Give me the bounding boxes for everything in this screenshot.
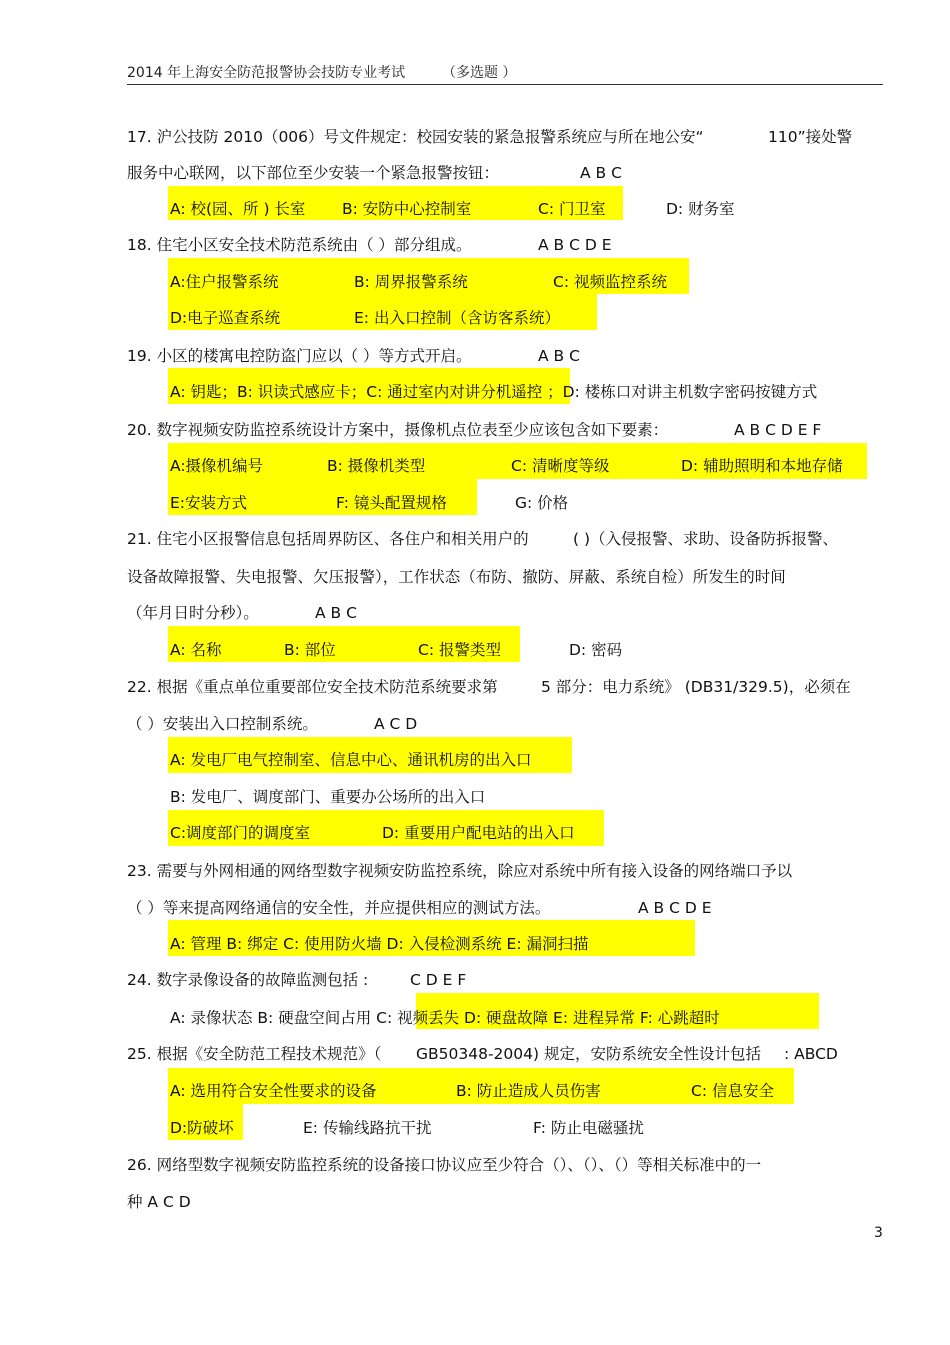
text-line: E: 出入口控制（含访客系统） bbox=[354, 309, 560, 327]
text-line: G: 价格 bbox=[515, 494, 569, 512]
text-line: 21. 住宅小区报警信息包括周界防区、各住户和相关用户的 bbox=[127, 530, 529, 548]
text-line: F: 防止电磁骚扰 bbox=[533, 1119, 644, 1137]
text-line: GB50348-2004) 规定，安防系统安全性设计包括 bbox=[416, 1045, 761, 1063]
text-line: B: 部位 bbox=[284, 641, 336, 659]
text-line: E: 传输线路抗干扰 bbox=[303, 1119, 432, 1137]
text-line: 服务中心联网，以下部位至少安装一个紧急报警按钮： bbox=[127, 164, 500, 182]
text-line: ( )（入侵报警、求助、设备防拆报警、 bbox=[573, 530, 839, 548]
page-number: 3 bbox=[874, 1225, 883, 1241]
text-line: C:调度部门的调度室 bbox=[170, 824, 311, 842]
text-line: A B C bbox=[538, 347, 580, 365]
header-type: （多选题 ） bbox=[441, 65, 517, 81]
text-line: C D E F bbox=[410, 971, 467, 989]
text-line: 19. 小区的楼寓电控防盗门应以（ ）等方式开启。 bbox=[127, 347, 472, 365]
text-line: 25. 根据《安全防范工程技术规范》（ bbox=[127, 1045, 382, 1063]
text-line: 24. 数字录像设备的故障监测包括 : bbox=[127, 971, 369, 989]
text-line: D:电子巡查系统 bbox=[170, 309, 281, 327]
text-line: D: 辅助照明和本地存储 bbox=[681, 457, 843, 475]
text-line: A:摄像机编号 bbox=[170, 457, 264, 475]
text-line: （ ）等来提高网络通信的安全性，并应提供相应的测试方法。 bbox=[127, 899, 551, 917]
text-line: A C D bbox=[374, 715, 418, 733]
text-line: B: 摄像机类型 bbox=[327, 457, 426, 475]
text-line: （年月日时分秒）。 bbox=[127, 604, 259, 622]
text-line: 17. 沪公技防 2010（006）号文件规定：校园安装的紧急报警系统应与所在地公安“ bbox=[127, 128, 704, 146]
text-line: A: 管理 B: 绑定 C: 使用防火墙 D: 入侵检测系统 E: 漏洞扫描 bbox=[170, 935, 589, 953]
text-line: A: 钥匙；B: 识读式感应卡；C: 通过室内对讲分机遥控 ；D: 楼栋口对讲主机数字密码按键方式 bbox=[170, 383, 818, 401]
text-line: A: 选用符合安全性要求的设备 bbox=[170, 1082, 377, 1100]
text-line: B: 防止造成人员伤害 bbox=[456, 1082, 601, 1100]
text-line: A B C bbox=[315, 604, 357, 622]
text-line: 设备故障报警、失电报警、欠压报警），工作状态（布防、撤防、屏蔽、系统自检）所发生的时间 bbox=[127, 568, 786, 586]
text-line: A: 名称 bbox=[170, 641, 222, 659]
text-line: （ ）安装出入口控制系统。 bbox=[127, 715, 318, 733]
text-line: 种 A C D bbox=[127, 1193, 191, 1211]
text-line: A B C D E F bbox=[734, 421, 822, 439]
text-line: A B C D E bbox=[538, 236, 612, 254]
text-line: A B C bbox=[580, 164, 622, 182]
text-line: B: 发电厂、调度部门、重要办公场所的出入口 bbox=[170, 788, 486, 806]
text-line: 23. 需要与外网相通的网络型数字视频安防监控系统，除应对系统中所有接入设备的网络端口予以 bbox=[127, 862, 793, 880]
text-line: 18. 住宅小区安全技术防范系统由（ ）部分组成。 bbox=[127, 236, 472, 254]
header-title: 2014 年上海安全防范报警协会技防专业考试 bbox=[127, 65, 406, 81]
text-line: B: 周界报警系统 bbox=[354, 273, 468, 291]
text-line: F: 镜头配置规格 bbox=[336, 494, 447, 512]
header-divider bbox=[127, 84, 883, 85]
text-line: C: 清晰度等级 bbox=[511, 457, 610, 475]
text-line: D: 重要用户配电站的出入口 bbox=[382, 824, 575, 842]
text-line: C: 视频监控系统 bbox=[553, 273, 667, 291]
text-line: 26. 网络型数字视频安防监控系统的设备接口协议应至少符合（）、（）、（）等相关标准中的一 bbox=[127, 1156, 762, 1174]
page-header bbox=[127, 62, 516, 82]
text-line: B: 安防中心控制室 bbox=[342, 200, 472, 218]
text-line: C: 报警类型 bbox=[418, 641, 501, 659]
text-line: : ABCD bbox=[784, 1045, 838, 1063]
text-line: 5 部分：电力系统》 (DB31/329.5)，必须在 bbox=[541, 678, 851, 696]
text-line: 20. 数字视频安防监控系统设计方案中，摄像机点位表至少应该包含如下要素： bbox=[127, 421, 669, 439]
text-line: C: 信息安全 bbox=[691, 1082, 774, 1100]
text-line: 110”接处警 bbox=[768, 128, 853, 146]
text-line: E:安装方式 bbox=[170, 494, 248, 512]
text-line: C: 门卫室 bbox=[538, 200, 606, 218]
text-line: D: 财务室 bbox=[666, 200, 735, 218]
text-line: A: 录像状态 B: 硬盘空间占用 C: 视频丢失 D: 硬盘故障 E: 进程异常 F: 心跳超时 bbox=[170, 1009, 720, 1027]
text-line: A: 校(园、所 ) 长室 bbox=[170, 200, 306, 218]
text-line: 22. 根据《重点单位重要部位安全技术防范系统要求第 bbox=[127, 678, 498, 696]
text-line: A: 发电厂电气控制室、信息中心、通讯机房的出入口 bbox=[170, 751, 532, 769]
text-line: A:住户报警系统 bbox=[170, 273, 279, 291]
text-line: D: 密码 bbox=[569, 641, 623, 659]
text-line: A B C D E bbox=[638, 899, 712, 917]
text-line: D:防破坏 bbox=[170, 1119, 234, 1137]
